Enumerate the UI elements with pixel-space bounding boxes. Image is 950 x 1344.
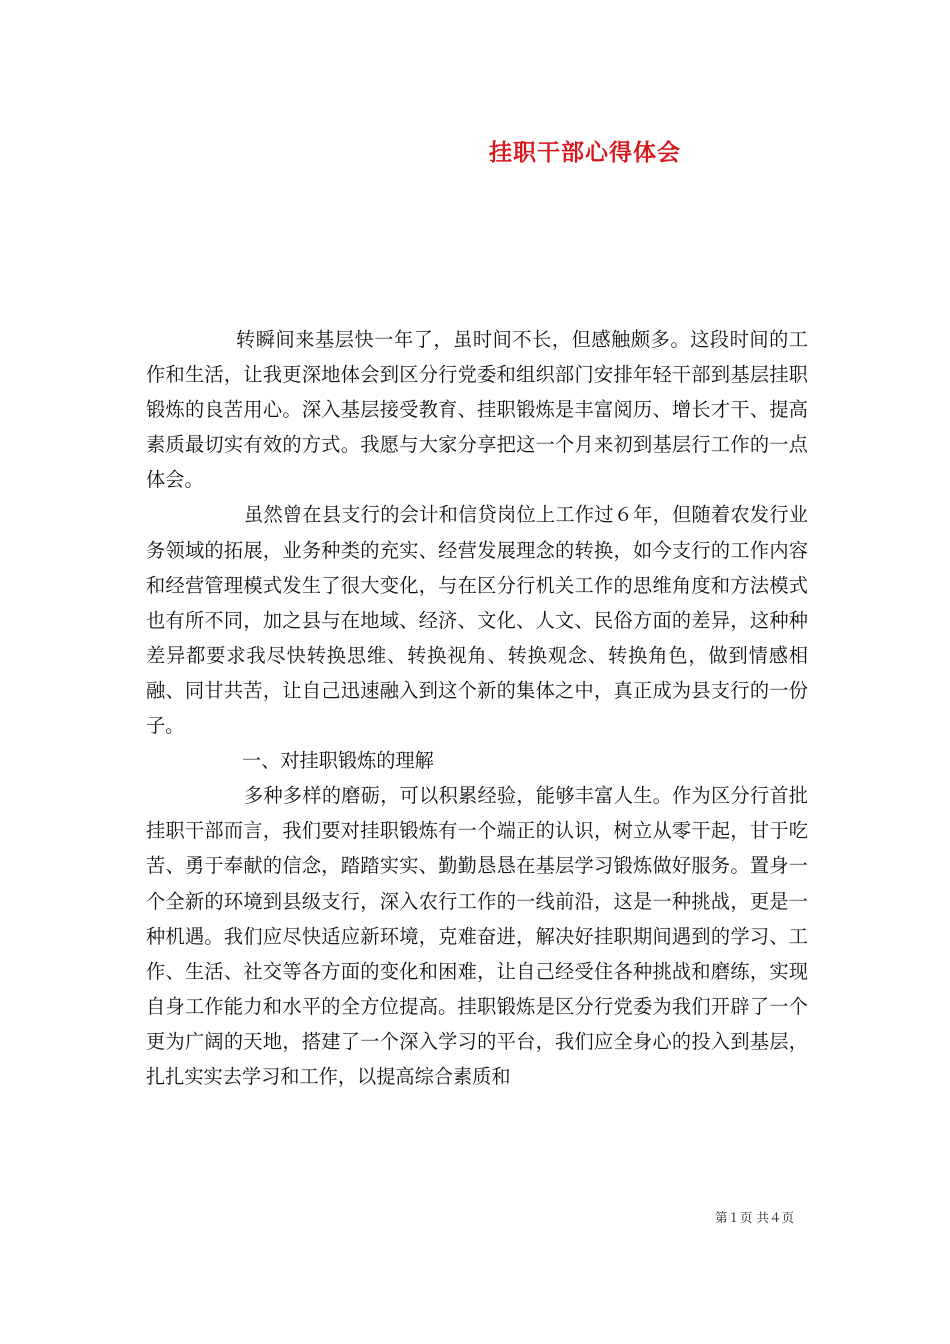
paragraph-intro: 转瞬间来基层快一年了，虽时间不长，但感触颇多。这段时间的工作和生活，让我更深地体会到区分行党委和组织部门安排年轻干部到基层挂职锻炼的良苦用心。深入基层接受教育、挂职锻炼是丰富阅历、增长才干、提高素质最切实有效的方式。我愿与大家分享把这一个月来初到基层行工作的一点体会。 — [146, 328, 808, 492]
document-body — [146, 322, 808, 1094]
section-heading: 一、对挂职锻炼的理解 — [242, 749, 434, 773]
page-number-footer: 第１页 共４页 — [715, 1210, 794, 1225]
paragraph-background: 虽然曾在县支行的会计和信贷岗位上工作过６年，但随着农发行业务领域的拓展，业务种类的充实、经营发展理念的转换，如今支行的工作内容和经营管理模式发生了很大变化，与在区分行机关工作的思维角度和方法模式也有所不同，加之县与在地域、经济、文化、人文、民俗方面的差异，这种种差异都要求我尽快转换思维、转换视角、转换观念、转换角色，做到情感相融、同甘共苦，让自己迅速融入到这个新的集体之中，真正成为县支行的一份子。 — [146, 503, 808, 738]
paragraph-section-1: 多种多样的磨砺，可以积累经验，能够丰富人生。作为区分行首批挂职干部而言，我们要对挂职锻炼有一个端正的认识，树立从零干起，甘于吃苦、勇于奉献的信念，踏踏实实、勤勤恳恳在基层学习锻炼做好服务。置身一个全新的环境到县级支行，深入农行工作的一线前沿，这是一种挑战，更是一种机遇。我们应尽快适应新环境，克难奋进，解决好挂职期间遇到的学习、工作、生活、社交等各方面的变化和困难，让自己经受住各种挑战和磨练，实现自身工作能力和水平的全方位提高。挂职锻炼是区分行党委为我们开辟了一个更为广阔的天地，搭建了一个深入学习的平台，我们应全身心的投入到基层，扎扎实实去学习和工作，以提高综合素质和 — [146, 784, 808, 1088]
document-title: 挂职干部心得体会 — [489, 139, 681, 166]
